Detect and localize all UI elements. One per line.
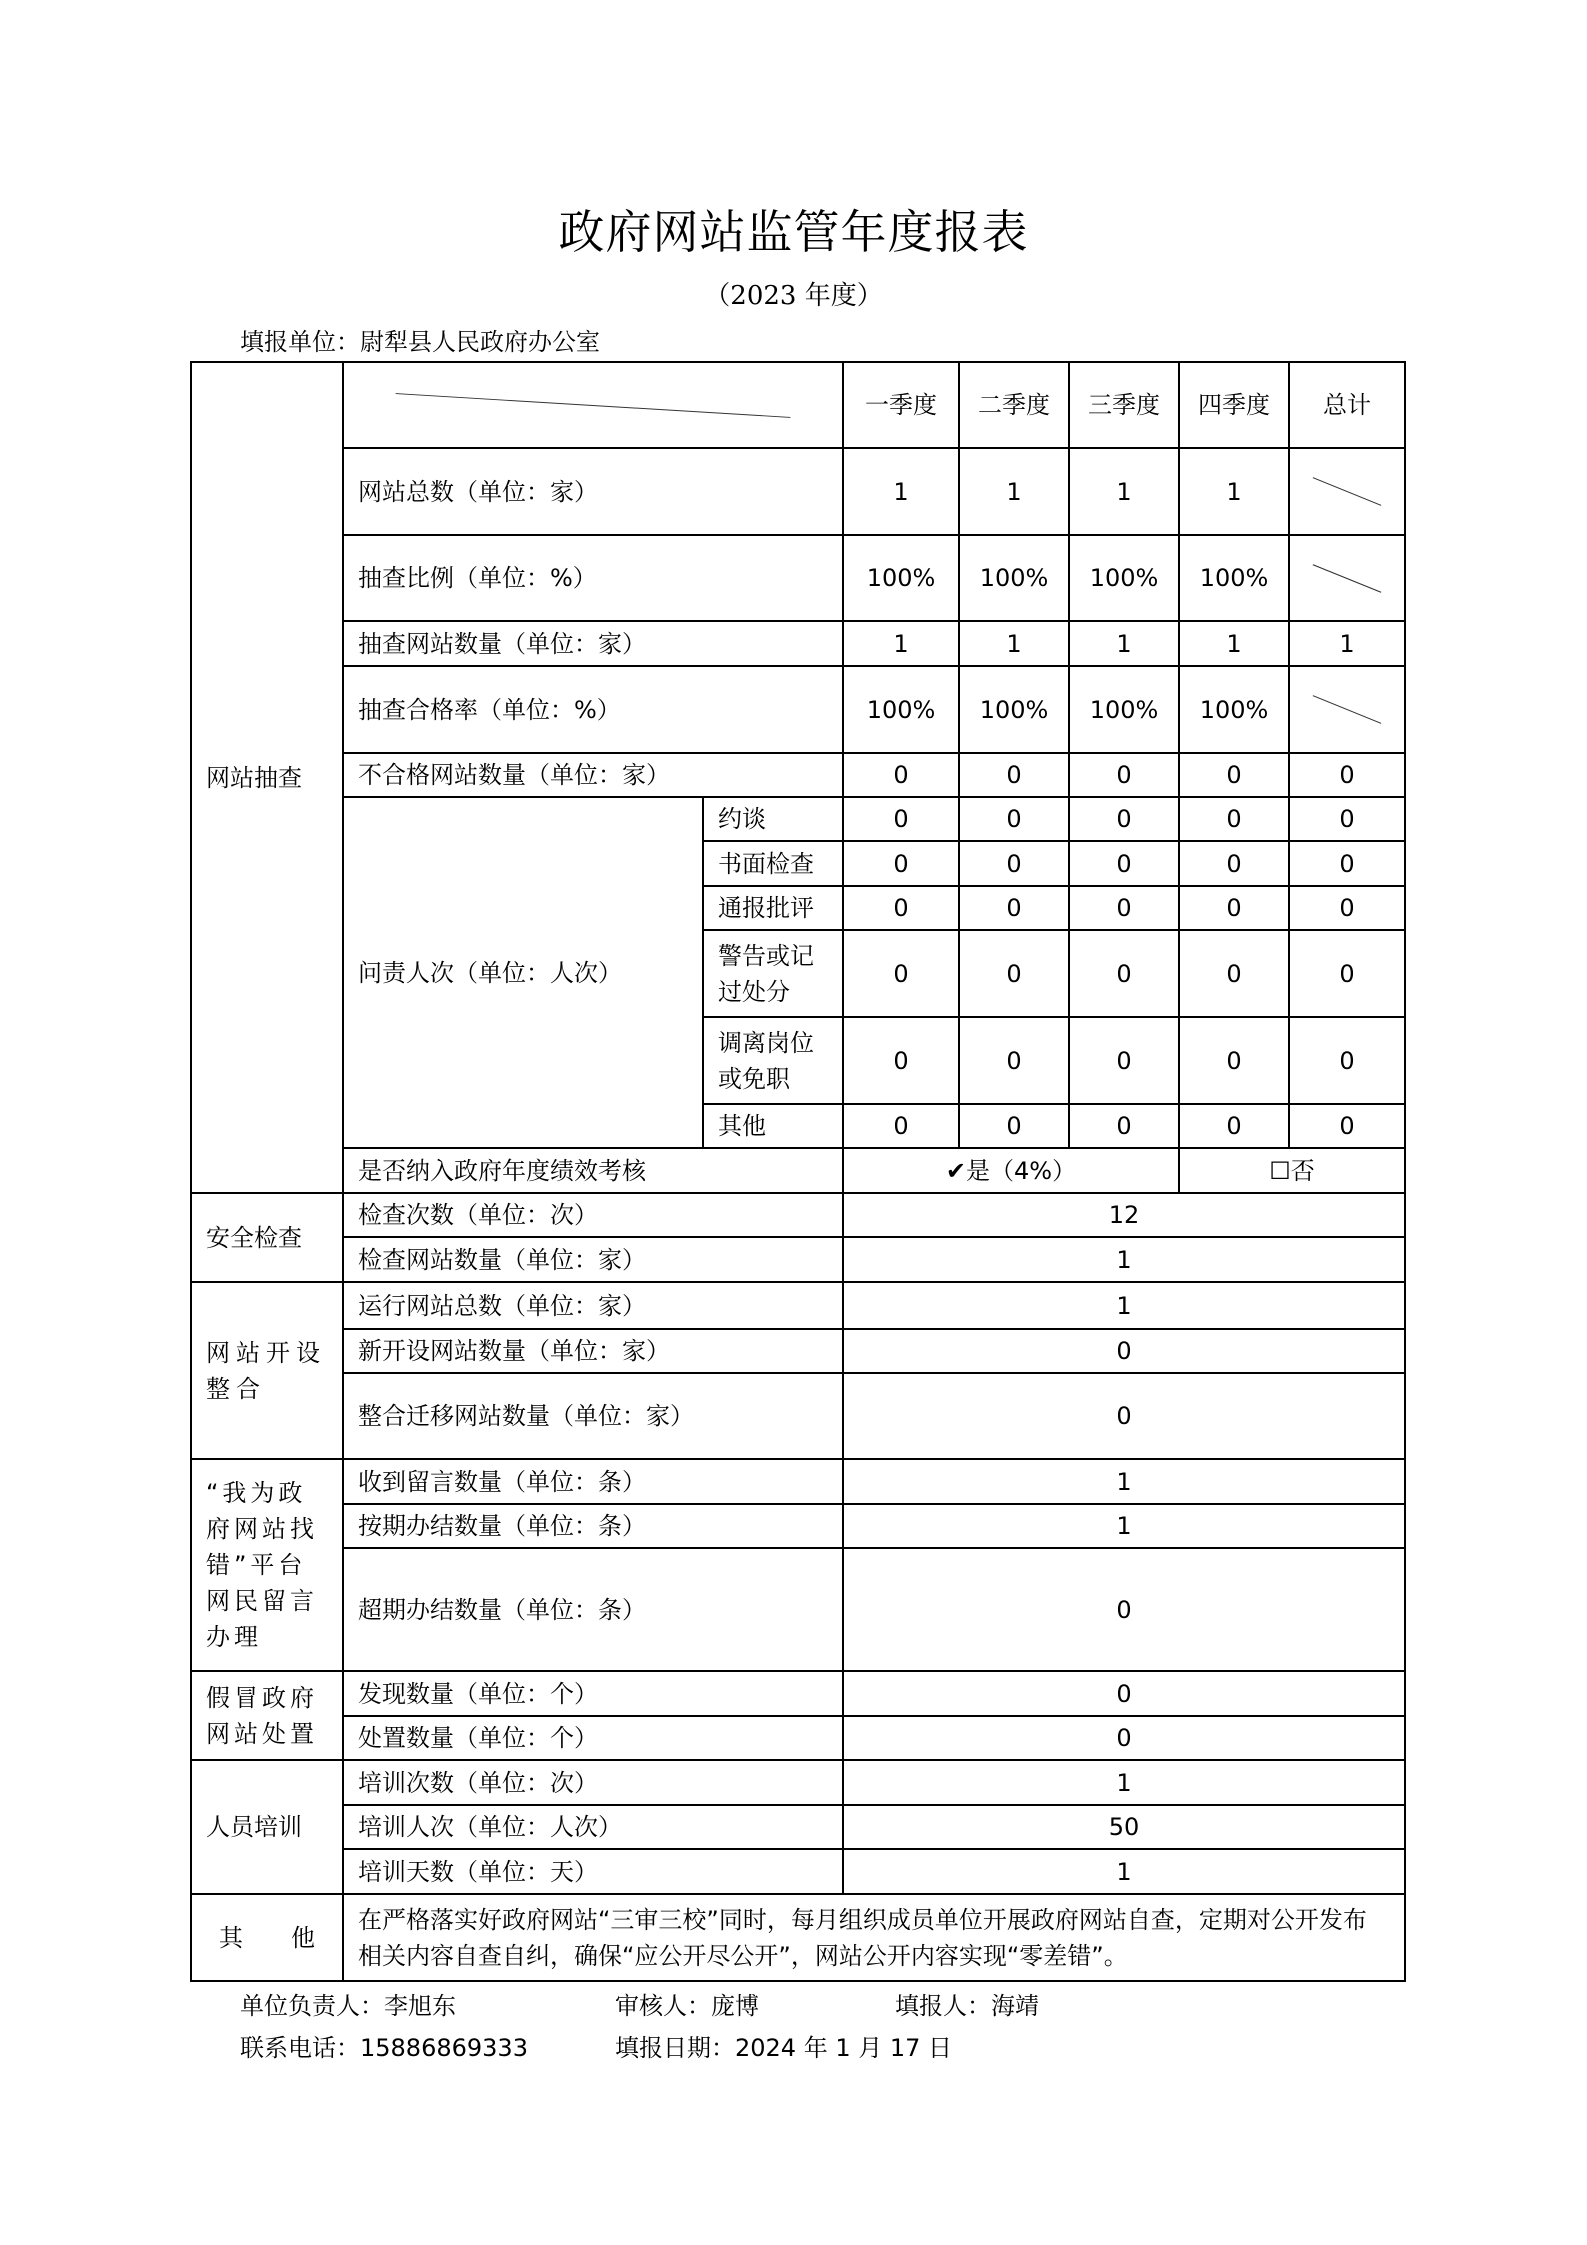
table-row — [191, 448, 1405, 535]
header-row — [191, 362, 1405, 448]
row-label: 超期办结数量（单位：条） — [343, 1548, 843, 1671]
cell-value: 0 — [959, 797, 1069, 841]
table-row — [191, 1282, 1405, 1329]
section-other: 其 他 — [191, 1894, 343, 1981]
cell-value: 0 — [1179, 1104, 1289, 1148]
cell-value: 1 — [843, 1760, 1405, 1805]
cell-value: 50 — [843, 1805, 1405, 1849]
cell-value: 0 — [959, 841, 1069, 886]
row-label: 抽查网站数量（单位：家） — [343, 621, 843, 666]
cell-value: 1 — [1069, 448, 1179, 535]
cell-value: 100% — [959, 666, 1069, 753]
row-label: 不合格网站数量（单位：家） — [343, 753, 843, 797]
empty-diagonal-cell — [1289, 666, 1405, 753]
cell-value: 100% — [843, 666, 959, 753]
row-label: 收到留言数量（单位：条） — [343, 1459, 843, 1504]
cell-value: 0 — [843, 797, 959, 841]
section-counterfeit: 假冒政府网站处置 — [191, 1671, 343, 1760]
accountability-label: 问责人次（单位：人次） — [343, 797, 703, 1148]
table-row — [191, 1373, 1405, 1459]
reporting-unit: 填报单位：尉犁县人民政府办公室 — [240, 328, 600, 356]
cell-total: 0 — [1289, 886, 1405, 930]
sub-label: 通报批评 — [703, 886, 843, 930]
unit-leader: 单位负责人：李旭东 — [240, 1992, 456, 2020]
table-row — [191, 666, 1405, 753]
cell-value: 0 — [1179, 753, 1289, 797]
row-label: 处置数量（单位：个） — [343, 1716, 843, 1760]
row-label: 网站总数（单位：家） — [343, 448, 843, 535]
cell-value: 100% — [1179, 535, 1289, 621]
cell-value: 100% — [1179, 666, 1289, 753]
fill-date: 填报日期：2024 年 1 月 17 日 — [615, 2034, 953, 2062]
cell-value: 0 — [843, 841, 959, 886]
table-row — [191, 1459, 1405, 1504]
cell-value: 0 — [843, 1373, 1405, 1459]
page-subtitle: （2023 年度） — [704, 281, 883, 311]
section-setup: 网站开设整合 — [191, 1282, 343, 1459]
sub-label: 其他 — [703, 1104, 843, 1148]
filler: 填报人：海靖 — [895, 1992, 1039, 2020]
other-text: 在严格落实好政府网站“三审三校”同时，每月组织成员单位开展政府网站自查，定期对公开发布相关内容自查自纠，确保“应公开尽公开”，网站公开内容实现“零差错”。 — [343, 1894, 1405, 1981]
footer-contact — [240, 2028, 952, 2063]
cell-value: 1 — [843, 1459, 1405, 1504]
cell-value: 0 — [1179, 886, 1289, 930]
cell-value: 100% — [1069, 666, 1179, 753]
cell-value: 0 — [1069, 841, 1179, 886]
row-label: 发现数量（单位：个） — [343, 1671, 843, 1716]
header-total: 总计 — [1289, 362, 1405, 448]
section-security: 安全检查 — [191, 1193, 343, 1282]
header-q2: 二季度 — [959, 362, 1069, 448]
cell-value: 1 — [959, 448, 1069, 535]
row-label: 培训次数（单位：次） — [343, 1760, 843, 1805]
header-diagonal — [343, 362, 843, 448]
cell-value: 0 — [959, 1017, 1069, 1104]
table-row — [191, 1548, 1405, 1671]
cell-total: 0 — [1289, 797, 1405, 841]
sub-label: 约谈 — [703, 797, 843, 841]
performance-no-checkbox: ☐否 — [1179, 1148, 1405, 1193]
cell-value: 0 — [959, 886, 1069, 930]
cell-value: 0 — [1179, 930, 1289, 1017]
cell-value: 0 — [843, 1671, 1405, 1716]
cell-value: 100% — [1069, 535, 1179, 621]
table-row — [191, 1716, 1405, 1760]
table-row — [191, 1504, 1405, 1548]
sub-label: 调离岗位或免职 — [703, 1017, 843, 1104]
empty-diagonal-cell — [1289, 535, 1405, 621]
header-q1: 一季度 — [843, 362, 959, 448]
cell-value: 1 — [1179, 621, 1289, 666]
cell-value: 0 — [843, 1017, 959, 1104]
cell-value: 0 — [1069, 1104, 1179, 1148]
cell-value: 0 — [843, 1104, 959, 1148]
table-row — [191, 1237, 1405, 1282]
cell-value: 0 — [1179, 841, 1289, 886]
header-q4: 四季度 — [1179, 362, 1289, 448]
table-row — [191, 1760, 1405, 1805]
row-label: 整合迁移网站数量（单位：家） — [343, 1373, 843, 1459]
cell-total: 1 — [1289, 621, 1405, 666]
reviewer: 审核人：庞博 — [615, 1992, 759, 2020]
table-row — [191, 1329, 1405, 1373]
cell-value: 0 — [959, 1104, 1069, 1148]
cell-value: 1 — [1179, 448, 1289, 535]
table-row — [191, 535, 1405, 621]
row-label: 培训人次（单位：人次） — [343, 1805, 843, 1849]
sub-label: 书面检查 — [703, 841, 843, 886]
table-row — [191, 1849, 1405, 1894]
table-row — [191, 753, 1405, 797]
cell-total: 0 — [1289, 930, 1405, 1017]
row-label: 运行网站总数（单位：家） — [343, 1282, 843, 1329]
table-row — [191, 1193, 1405, 1237]
row-label: 检查次数（单位：次） — [343, 1193, 843, 1237]
cell-value: 0 — [843, 1329, 1405, 1373]
table-row — [191, 1671, 1405, 1716]
report-table — [190, 361, 1406, 1982]
row-label: 检查网站数量（单位：家） — [343, 1237, 843, 1282]
row-label: 抽查比例（单位：%） — [343, 535, 843, 621]
cell-value: 100% — [959, 535, 1069, 621]
cell-value: 0 — [959, 753, 1069, 797]
cell-value: 1 — [1069, 621, 1179, 666]
cell-value: 1 — [959, 621, 1069, 666]
table-row — [191, 797, 1405, 841]
cell-value: 0 — [1069, 1017, 1179, 1104]
empty-diagonal-cell — [1289, 448, 1405, 535]
sub-label: 警告或记过处分 — [703, 930, 843, 1017]
cell-value: 0 — [843, 1548, 1405, 1671]
footer-signatures — [240, 1986, 1039, 2021]
cell-value: 0 — [1179, 797, 1289, 841]
section-inspection: 网站抽查 — [191, 362, 343, 1193]
cell-value: 0 — [1069, 930, 1179, 1017]
header-q3: 三季度 — [1069, 362, 1179, 448]
cell-value: 12 — [843, 1193, 1405, 1237]
row-label: 新开设网站数量（单位：家） — [343, 1329, 843, 1373]
cell-value: 0 — [1179, 1017, 1289, 1104]
page-title: 政府网站监管年度报表 — [558, 205, 1029, 259]
cell-total: 0 — [1289, 753, 1405, 797]
table-row — [191, 621, 1405, 666]
table-row — [191, 1805, 1405, 1849]
cell-value: 0 — [843, 753, 959, 797]
cell-value: 0 — [843, 1716, 1405, 1760]
cell-value: 0 — [843, 930, 959, 1017]
cell-value: 0 — [1069, 797, 1179, 841]
cell-value: 1 — [843, 448, 959, 535]
cell-value: 100% — [843, 535, 959, 621]
row-label: 抽查合格率（单位：%） — [343, 666, 843, 753]
cell-value: 1 — [843, 1504, 1405, 1548]
table-row — [191, 1894, 1405, 1981]
table-row — [191, 1148, 1405, 1193]
cell-value: 1 — [843, 1849, 1405, 1894]
section-training: 人员培训 — [191, 1760, 343, 1894]
contact-phone: 联系电话：15886869333 — [240, 2034, 528, 2062]
cell-value: 0 — [843, 886, 959, 930]
cell-value: 1 — [843, 1282, 1405, 1329]
cell-value: 0 — [1069, 886, 1179, 930]
performance-label: 是否纳入政府年度绩效考核 — [343, 1148, 843, 1193]
cell-total: 0 — [1289, 1104, 1405, 1148]
cell-total: 0 — [1289, 841, 1405, 886]
cell-value: 1 — [843, 621, 959, 666]
cell-value: 1 — [843, 1237, 1405, 1282]
performance-yes-checkbox: ✔是（4%） — [843, 1148, 1179, 1193]
row-label: 按期办结数量（单位：条） — [343, 1504, 843, 1548]
section-message: “我为政府网站找错”平台网民留言办理 — [191, 1459, 343, 1671]
cell-total: 0 — [1289, 1017, 1405, 1104]
cell-value: 0 — [959, 930, 1069, 1017]
cell-value: 0 — [1069, 753, 1179, 797]
row-label: 培训天数（单位：天） — [343, 1849, 843, 1894]
